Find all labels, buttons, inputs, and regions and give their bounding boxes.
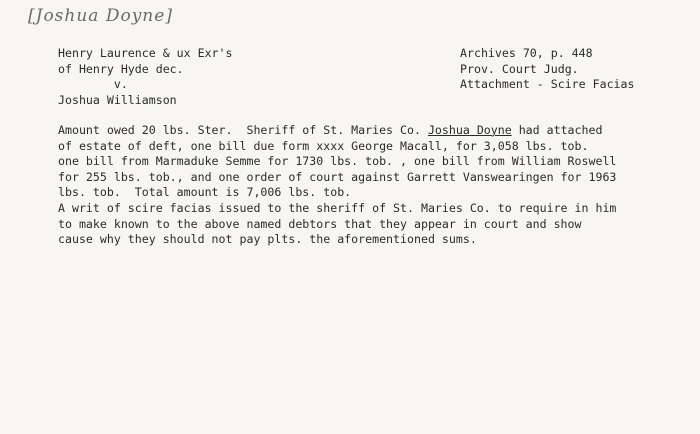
archive-citation: Archives 70, p. 448 (460, 46, 593, 60)
court-name: Prov. Court Judg. (460, 61, 579, 76)
abstract-line: cause why they should not pay plts. the aforementioned sums. (58, 232, 477, 247)
case-abstract (58, 123, 616, 248)
abstract-text: had attached (511, 123, 603, 137)
handwritten-note: [Joshua Doyne] (28, 6, 173, 26)
archive-reference (460, 46, 635, 93)
caption-line-defendant: Joshua Williamson (58, 92, 177, 107)
abstract-line: to make known to the above named debtors that they appear in court and show (58, 216, 582, 231)
caption-line-estate: of Henry Hyde dec. (58, 61, 184, 76)
abstract-line: of estate of deft, one bill due form xxxx George Macall, for 3,058 lbs. tob. (58, 138, 589, 153)
caption-line-plaintiff: Henry Laurence & ux Exr's (58, 46, 233, 60)
abstract-line: for 255 lbs. tob., and one order of court against Garrett Vanswearingen for 1963 (58, 169, 617, 184)
abstract-text: Amount owed 20 lbs. Ster. Sheriff of St. Maries Co. (58, 123, 428, 137)
abstract-line: lbs. tob. Total amount is 7,006 lbs. tob. (58, 185, 352, 200)
caption-line-versus: v. (58, 77, 128, 92)
underlined-name: Joshua Doyne (427, 123, 512, 137)
abstract-line: A writ of scire facias issued to the sheriff of St. Maries Co. to require in him (58, 200, 617, 215)
case-type: Attachment - Scire Facias (460, 77, 635, 92)
abstract-line: one bill from Marmaduke Semme for 1730 lbs. tob. , one bill from William Roswell (58, 154, 617, 169)
abstract-line (58, 123, 616, 139)
case-caption (58, 46, 233, 108)
